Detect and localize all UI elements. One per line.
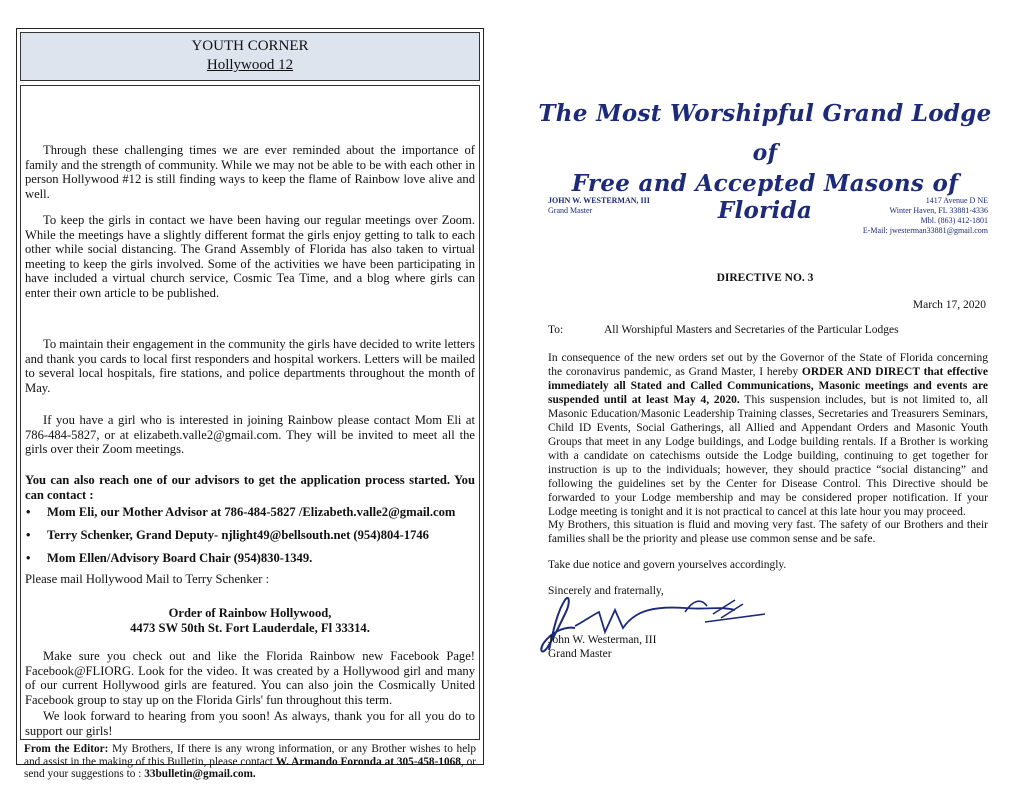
advisor-item: • Mom Eli, our Mother Advisor at 786-484-5827 /Elizabeth.valle2@gmail.com	[25, 505, 475, 528]
to-recipients: All Worshipful Masters and Secretaries of the Particular Lodges	[604, 324, 899, 336]
paragraph-notice: Take due notice and govern yourselves accordingly.	[548, 559, 787, 571]
editor-note	[20, 739, 480, 781]
address-line: Order of Rainbow Hollywood,	[168, 606, 332, 620]
grand-lodge-title-line: Free and Accepted Masons of Florida	[571, 170, 959, 224]
mail-note: Please mail Hollywood Mail to Terry Schenker :	[25, 572, 270, 586]
youth-corner-body	[20, 85, 480, 740]
grand-master-title: Grand Master	[548, 206, 593, 215]
grand-master-name: JOHN W. WESTERMAN, III	[548, 196, 650, 205]
paragraph-situation: My Brothers, this situation is fluid and moving very fast. The safety of our Brothers and their families shall be the priority and please use common sense and be safe.	[548, 519, 988, 545]
youth-corner-subtitle: Hollywood 12	[206, 57, 294, 73]
editor-text-2: , or send your suggestions to :	[24, 755, 477, 781]
signer-title: Grand Master	[548, 648, 612, 660]
paragraph-closing: We look forward to hearing from you soon! As always, thank you for all you do to support our girls!	[25, 709, 475, 738]
directive-heading: DIRECTIVE NO. 3	[716, 272, 814, 284]
editor-contact: W. Armando Foronda at 305-458-1068	[275, 755, 461, 768]
paragraph-joining: If you have a girl who is interested in joining Rainbow please contact Mom Eli at 786-484-5827, or at elizabeth.valle2@gmail.com. They will be invited to meet all the girls over their Zoom meetings.	[25, 413, 475, 457]
directive-date: March 17, 2020	[912, 299, 986, 311]
directive-body	[548, 351, 988, 519]
paragraph-facebook: Make sure you check out and like the Florida Rainbow new Facebook Page! Facebook@FLIORG. Look for the video. It was created by a Hollywood girl and many of our current Hollywood girls are featured. You can also join the Cosmically United Facebook group to stay up on the Florida Girls' fun throughout this term.	[25, 649, 475, 707]
youth-corner-panel	[16, 28, 484, 781]
editor-text: My Brothers, If there is any wrong information, or any Brother wishes to help and assist in the making of this Bulletin, please contact	[24, 743, 477, 768]
closing-salutation: Sincerely and fraternally,	[548, 585, 664, 597]
signer-name: John W. Westerman, III	[548, 634, 657, 646]
contact-block	[863, 196, 988, 236]
body-order: ORDER AND DIRECT that effective immediately all Stated and Called Communications, Masonic meetings and events are suspended until at least May 4, 2020.	[548, 366, 988, 406]
youth-corner-header	[20, 32, 480, 81]
advisor-list	[25, 505, 475, 574]
email-line: E-Mail: jwesterman33881@gmail.com	[862, 226, 988, 235]
youth-corner-title: YOUTH CORNER	[191, 38, 309, 54]
grand-lodge-title-line: of	[752, 140, 778, 166]
body-details: This suspension includes, but is not limited to, all Masonic Education/Masonic Leadership Training classes, Secretaries and Treasurers Seminars, Child ID Events, Social Gatherings, all Allied and Appendant Orders and Masonic Youth Groups that meet in any Lodge buildings, and Lodge building rentals. If a Brother is working with a candidate on catechisms outside the Lodge building, continuing to get together for instruction is up to the individuals; however, they should practice “social distancing” and following the guidelines set by the Center for Disease Control. This Directive should be forwarded to your Lodge membership and may be considered proper notification. If your Lodge meeting is tonight and it is not practical to cancel at this late hour you may proceed.	[548, 394, 988, 518]
mailing-address	[21, 606, 479, 635]
address-line: 1417 Avenue D NE	[925, 196, 988, 205]
address-line: 4473 SW 50th St. Fort Lauderdale, Fl 33314.	[130, 620, 370, 635]
paragraph-zoom-meetings: To keep the girls in contact we have been having our regular meetings over Zoom. While the meetings have a slightly different format the girls enjoy getting to talk to each other while social distancing. The Grand Assembly of Florida has also taken to virtual meeting to keep the girls involved. Some of the activities we have been participating in have included a virtual church service, Cosmic Tea Time, and a blog where girls can enter their own article to be published.	[25, 213, 475, 300]
grand-lodge-title-line: The Most Worshipful Grand Lodge	[538, 100, 992, 127]
editor-label: From the Editor:	[24, 743, 109, 755]
address-line: Winter Haven, FL 33881-4336	[889, 206, 988, 215]
paragraph-advisors-intro: You can also reach one of our advisors to get the application process started. You can contact :	[25, 473, 475, 502]
body-intro: In consequence of the new orders set out by the Governor of the State of Florida concerning the coronavirus pandemic, as Grand Master, I hereby	[548, 352, 988, 378]
to-label: To:	[548, 324, 564, 336]
advisor-item: • Mom Ellen/Advisory Board Chair (954)830-1349.	[25, 551, 475, 574]
grand-master-block	[548, 196, 650, 216]
advisor-item: • Terry Schenker, Grand Deputy- njlight49@bellsouth.net (954)804-1746	[25, 528, 475, 551]
editor-email: 33bulletin@gmail.com.	[144, 768, 256, 781]
phone-line: Mbl. (863) 412-1801	[920, 216, 988, 225]
paragraph-importance: Through these challenging times we are ever reminded about the importance of family and the strength of community. While we may not be able to be with each other in person Hollywood #12 is still finding ways to keep the flame of Rainbow love alive and well.	[25, 143, 475, 201]
paragraph-community: To maintain their engagement in the community the girls have decided to write letters and thank you cards to local first responders and hospital workers. Letters will be mailed to several local hospitals, fire stations, and police departments throughout the month of May.	[25, 337, 475, 395]
